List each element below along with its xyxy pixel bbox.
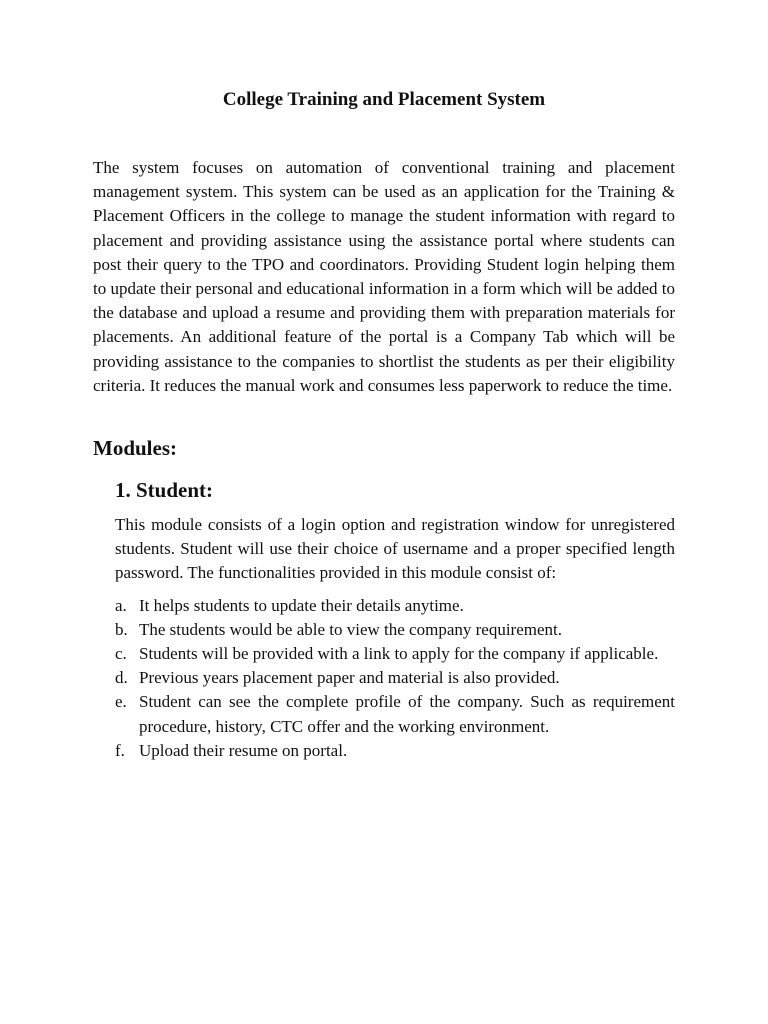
- list-item-text: Student can see the complete profile of the company. Such as requirement procedure, history, CTC offer and the working environment.: [139, 692, 675, 736]
- list-marker: c.: [115, 644, 127, 664]
- functionality-list: [115, 594, 675, 763]
- list-item-text: Previous years placement paper and material is also provided.: [139, 668, 560, 688]
- list-item-text: Students will be provided with a link to apply for the company if applicable.: [139, 644, 659, 664]
- document-title: College Training and Placement System: [222, 89, 546, 110]
- list-item: [115, 690, 675, 738]
- list-item-text: Upload their resume on portal.: [139, 740, 348, 760]
- list-item: [115, 739, 675, 763]
- module-description: This module consists of a login option and registration window for unregistered students. Student will use their choice of username and a proper specified length password. The functionalities provided in this module consist of:: [115, 515, 675, 583]
- module-student: [115, 476, 675, 763]
- list-marker: d.: [115, 668, 128, 688]
- list-item: [115, 642, 675, 666]
- list-item: [115, 618, 675, 642]
- list-item: [115, 594, 675, 618]
- list-item: [115, 666, 675, 690]
- module-heading: 1. Student:: [115, 478, 214, 503]
- list-marker: f.: [115, 740, 125, 760]
- list-marker: b.: [115, 619, 128, 639]
- list-marker: e.: [115, 692, 127, 712]
- modules-heading: Modules:: [93, 436, 177, 461]
- intro-paragraph: The system focuses on automation of conventional training and placement management system. This system can be used as an application for the Training & Placement Officers in the college to manage the student information with regard to placement and providing assistance using the assistance portal where students can post their query to the TPO and coordinators. Providing Student login helping them to update their personal and educational information in a form which will be added to the database and upload a resume and providing them with preparation materials for placements. An additional feature of the portal is a Company Tab which will be providing assistance to the companies to shortlist the students as per their eligibility criteria. It reduces the manual work and consumes less paperwork to reduce the time.: [93, 158, 675, 395]
- list-item-text: It helps students to update their details anytime.: [139, 595, 464, 615]
- list-marker: a.: [115, 595, 127, 615]
- list-item-text: The students would be able to view the company requirement.: [139, 619, 562, 639]
